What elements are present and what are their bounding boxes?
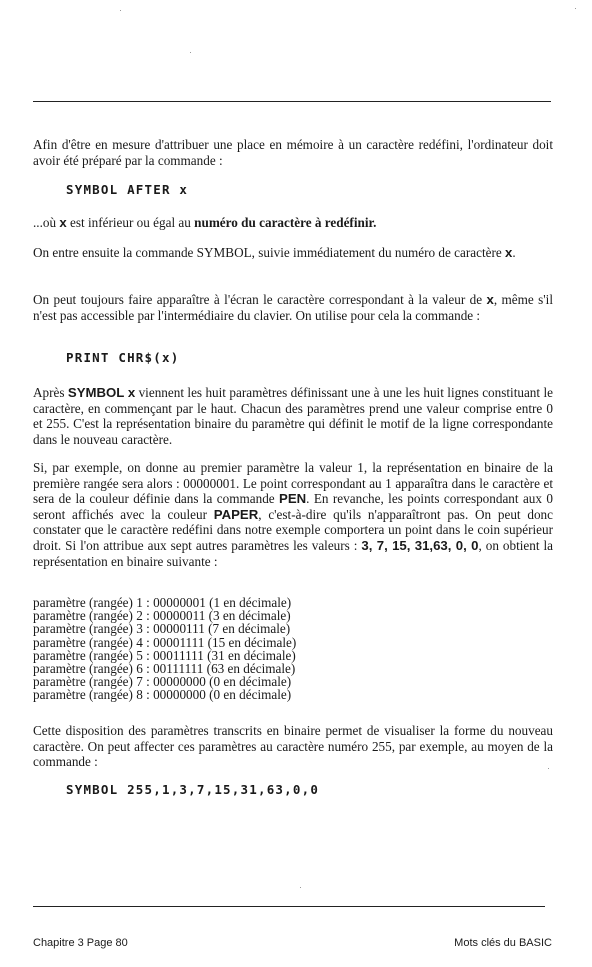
then-symbol-end: . <box>512 245 516 260</box>
after-text2: viennent les huit paramètres définissant une à une les huit lignes constituant le caractère, en commençant par le haut. Chacun des paramètres prend une valeur comprise entre 0 et 255. C'est la représentation binaire du paramètre qui définit le motif de la ligne correspondante dans le nouveau caractère. <box>33 385 553 447</box>
intro-text: Afin d'être en mesure d'attribuer une place en mémoire à un caractère redéfini, l'ordinateur doit avoir été préparé par la commande : <box>33 137 553 168</box>
then-symbol-var: x <box>505 245 513 260</box>
param-row: paramètre (rangée) 7 : 00000000 (0 en décimale) <box>33 674 292 690</box>
intro-paragraph <box>33 137 553 168</box>
scan-speck <box>190 52 191 53</box>
scan-speck <box>548 768 549 769</box>
param-row: paramètre (rangée) 3 : 00000111 (7 en décimale) <box>33 621 291 637</box>
example-text3: , c'est-à-dire qu'ils n'apparaîtront pas. On peut donc constater que le caractère redéfini dans notre exemple comportera un point dans le coin supérieur droit. Si l'on attribue aux sept autres paramètres les valeurs : <box>33 506 554 553</box>
then-symbol-paragraph <box>33 245 553 261</box>
print-paragraph <box>33 292 553 323</box>
param-row: paramètre (rangée) 4 : 00001111 (15 en décimale) <box>33 634 297 650</box>
bottom-rule <box>33 906 545 907</box>
param-row: paramètre (rangée) 5 : 00011111 (31 en décimale) <box>33 647 296 663</box>
param-row: paramètre (rangée) 6 : 00111111 (63 en décimale) <box>33 661 296 677</box>
print-var: x <box>486 292 494 307</box>
footer-chapter-page: Chapitre 3 Page 80 <box>33 937 128 949</box>
after-text1: Après <box>33 385 68 400</box>
after-symbol-paragraph <box>33 385 553 447</box>
example-text1: Si, par exemple, on donne au premier paramètre la valeur 1, la représentation en binaire de la première rangée sera alors : 00000001. Le point correspondant au 1 apparaîtra dans le caractère et sera de la couleur définie dans la commande <box>33 460 553 507</box>
code-print-chr: PRINT CHR$(x) <box>66 350 180 365</box>
scan-speck <box>300 887 301 888</box>
example-paragraph <box>33 460 553 569</box>
example-values: 3, 7, 15, 31,63, 0, 0 <box>361 537 479 553</box>
where-prefix: ...où <box>33 215 60 230</box>
where-var: x <box>59 215 67 230</box>
print-text1: On peut toujours faire apparaître à l'écran le caractère correspondant à la valeur de <box>33 292 487 307</box>
example-text4: , on obtient la représentation en binaire suivante : <box>33 537 553 569</box>
params-list <box>33 596 433 702</box>
code-symbol-after: SYMBOL AFTER x <box>66 182 189 197</box>
scan-speck <box>575 8 576 9</box>
example-pen: PEN <box>279 491 307 507</box>
print-text2: , même s'il n'est pas accessible par l'intermédiaire du clavier. On utilise pour cela la commande : <box>33 292 553 323</box>
param-row: paramètre (rangée) 2 : 00000011 (3 en décimale) <box>33 608 291 624</box>
closing-text: Cette disposition des paramètres transcrits en binaire permet de visualiser la forme du nouveau caractère. On peut affecter ces paramètres au caractère numéro 255, par exemple, au moyen de la commande : <box>33 723 553 770</box>
then-symbol-text: On entre ensuite la commande SYMBOL, suivie immédiatement du numéro de caractère <box>33 245 502 260</box>
top-rule <box>33 101 551 102</box>
example-text2: . En revanche, les points correspondant aux 0 seront affichés avec la couleur <box>33 491 553 522</box>
after-bold: SYMBOL x <box>67 385 136 400</box>
closing-paragraph <box>33 723 553 770</box>
footer-section-title: Mots clés du BASIC <box>454 937 552 949</box>
param-row: paramètre (rangée) 8 : 00000000 (0 en décimale) <box>33 687 292 703</box>
where-paragraph <box>33 215 553 231</box>
where-middle: est inférieur ou égal au <box>66 215 195 230</box>
where-bold: numéro du caractère à redéfinir. <box>194 215 377 230</box>
example-paper: PAPER <box>213 506 259 522</box>
scan-speck <box>120 10 121 11</box>
code-symbol-255: SYMBOL 255,1,3,7,15,31,63,0,0 <box>66 782 320 797</box>
param-row: paramètre (rangée) 1 : 00000001 (1 en décimale) <box>33 595 292 610</box>
